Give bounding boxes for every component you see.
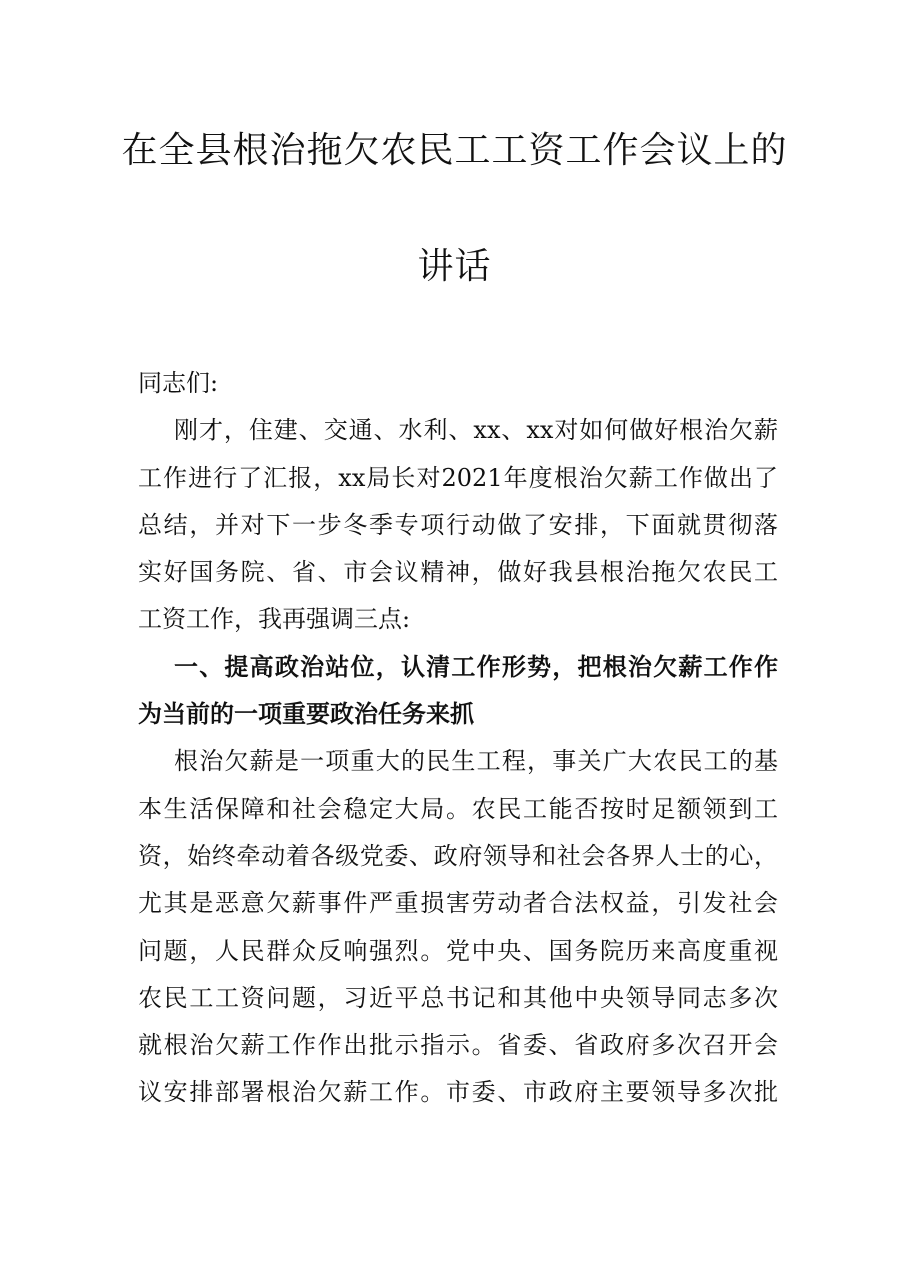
paragraph-line: 本生活保障和社会稳定大局。农民工能否按时足额领到工 (138, 794, 778, 823)
paragraph-line: 工作进行了汇报，xx局长对2021年度根治欠薪工作做出了 (138, 463, 778, 492)
document-title-line-2: 讲话 (417, 246, 492, 287)
paragraph-line: 资，始终牵动着各级党委、政府领导和社会各界人士的心， (138, 841, 778, 870)
section-heading-line: 一、提高政治站位，认清工作形势，把根治欠薪工作作 (174, 652, 778, 681)
paragraph-line: 根治欠薪是一项重大的民生工程，事关广大农民工的基 (174, 747, 778, 776)
paragraph-line: 工资工作，我再强调三点: (138, 605, 411, 634)
paragraph-line: 总结，并对下一步冬季专项行动做了安排，下面就贯彻落 (138, 510, 778, 539)
paragraph-line: 问题，人民群众反响强烈。党中央、国务院历来高度重视 (138, 936, 778, 965)
paragraph-line: 就根治欠薪工作作出批示指示。省委、省政府多次召开会 (138, 1031, 778, 1060)
greeting: 同志们: (138, 369, 219, 397)
paragraph-line: 尤其是恶意欠薪事件严重损害劳动者合法权益，引发社会 (138, 889, 778, 918)
section-heading-line: 为当前的一项重要政治任务来抓 (138, 700, 474, 729)
document-body (138, 360, 778, 1117)
paragraph-line: 农民工工资问题，习近平总书记和其他中央领导同志多次 (138, 983, 778, 1012)
paragraph-line: 议安排部署根治欠薪工作。市委、市政府主要领导多次批 (138, 1078, 778, 1107)
paragraph-line: 实好国务院、省、市会议精神，做好我县根治拖欠农民工 (138, 558, 778, 587)
document-title-line-1: 在全县根治拖欠农民工工资工作会议上的 (121, 130, 788, 171)
paragraph-line: 刚才，住建、交通、水利、xx、xx对如何做好根治欠薪 (174, 416, 778, 445)
